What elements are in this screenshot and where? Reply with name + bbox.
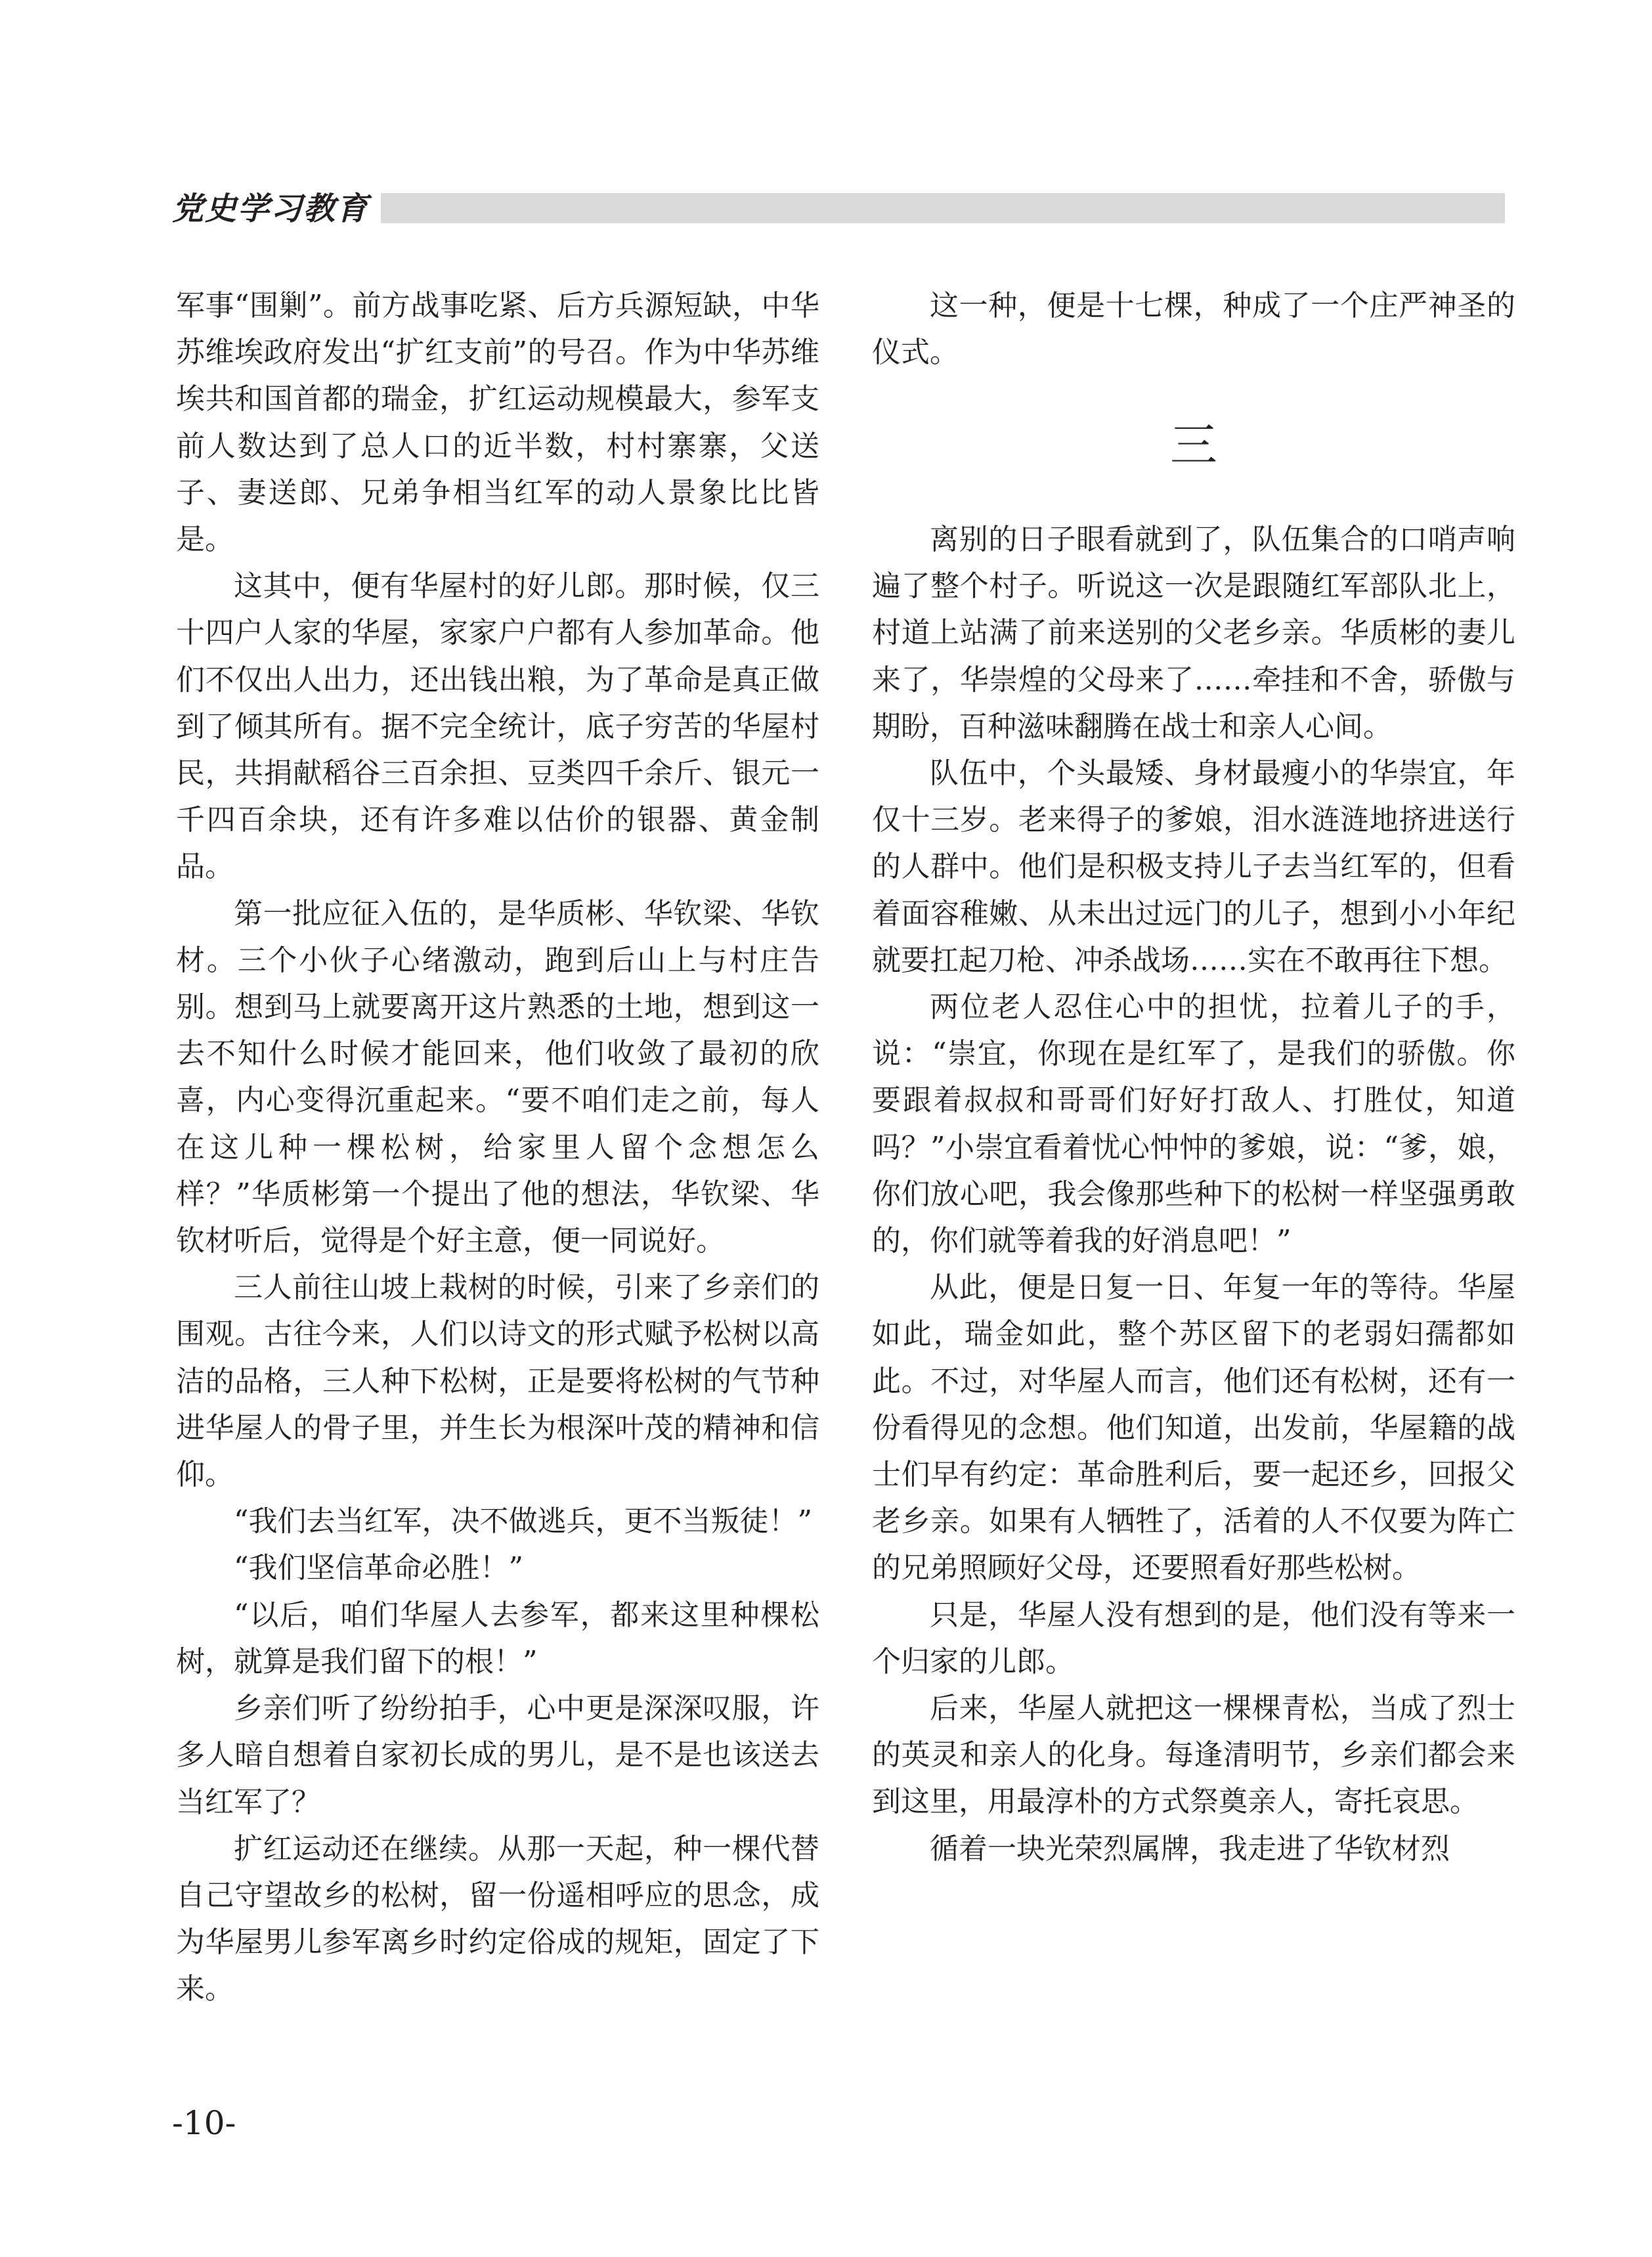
paragraph: 两位老人忍住心中的担忧，拉着儿子的手，说：“崇宜，你现在是红军了，是我们的骄傲。你要跟着叔叔和哥哥们好好打敌人、打胜仗，知道吗？”小崇宜看着忧心忡忡的爹娘，说：“爹，娘，你们放心吧，我会像那些种下的松树一样坚强勇敢的，你们就等着我的好消息吧！” <box>872 990 1515 1258</box>
paragraph: 这一种，便是十七棵，种成了一个庄严神圣的仪式。 <box>872 289 1515 370</box>
paragraph: “我们坚信革命必胜！” <box>234 1551 523 1585</box>
paragraph: 军事“围剿”。前方战事吃紧、后方兵源短缺，中华苏维埃政府发出“扩红支前”的号召。作为中华苏维埃共和国首都的瑞金，扩红运动规模最大，参军支前人数达到了总人口的近半数，村村寨寨，父送子、妻送郎、兄弟争相当红军的动人景象比比皆是。 <box>176 289 819 557</box>
paragraph: 扩红运动还在继续。从那一天起，种一棵代替自己守望故乡的松树，留一份遥相呼应的思念，成为华屋男儿参军离乡时约定俗成的规矩，固定了下来。 <box>176 1831 819 2006</box>
paragraph: 队伍中，个头最矮、身材最瘦小的华崇宜，年仅十三岁。老来得子的爹娘，泪水涟涟地挤进送行的人群中。他们是积极支持儿子去当红军的，但看着面容稚嫩、从未出过远门的儿子，想到小小年纪就要扛起刀枪、冲杀战场……实在不敢再往下想。 <box>872 756 1515 977</box>
section-title: 党史学习教育 <box>172 190 370 227</box>
paragraph: 这其中，便有华屋村的好儿郎。那时候，仅三十四户人家的华屋，家家户户都有人参加革命。他们不仅出人出力，还出钱出粮，为了革命是真正做到了倾其所有。据不完全统计，底子穷苦的华屋村民，共捐献稻谷三百余担、豆类四千余斤、银元一千四百余块，还有许多难以估价的银器、黄金制品。 <box>176 569 819 884</box>
paragraph: 循着一块光荣烈属牌，我走进了华钦材烈 <box>930 1831 1450 1866</box>
paragraph: 三人前往山坡上栽树的时候，引来了乡亲们的围观。古往今来，人们以诗文的形式赋予松树以高洁的品格，三人种下松树，正是要将松树的气节种进华屋人的骨子里，并生长为根深叶茂的精神和信仰。 <box>176 1271 819 1492</box>
header-rule-bar <box>381 193 1505 223</box>
running-header <box>172 189 1505 229</box>
paragraph: “以后，咱们华屋人去参军，都来这里种棵松树，就算是我们留下的根！” <box>176 1598 819 1678</box>
paragraph: 后来，华屋人就把这一棵棵青松，当成了烈士的英灵和亲人的化身。每逢清明节，乡亲们都会来到这里，用最淳朴的方式祭奠亲人，寄托哀思。 <box>872 1692 1515 1819</box>
right-column <box>872 282 1515 1872</box>
section-number-heading: 三 <box>1169 418 1217 473</box>
left-column <box>176 282 819 2013</box>
paragraph: 乡亲们听了纷纷拍手，心中更是深深叹服，许多人暗自想着自家初长成的男儿，是不是也该送去当红军了？ <box>176 1692 819 1819</box>
paragraph: 离别的日子眼看就到了，队伍集合的口哨声响遍了整个村子。听说这一次是跟随红军部队北上，村道上站满了前来送别的父老乡亲。华质彬的妻儿来了，华崇煌的父母来了……牵挂和不舍，骄傲与期盼，百种滋味翻腾在战士和亲人心间。 <box>872 523 1515 743</box>
paragraph: “我们去当红军，决不做逃兵，更不当叛徒！” <box>234 1504 812 1539</box>
paragraph: 只是，华屋人没有想到的是，他们没有等来一个归家的儿郎。 <box>872 1598 1515 1678</box>
paragraph: 第一批应征入伍的，是华质彬、华钦梁、华钦材。三个小伙子心绪激动，跑到后山上与村庄告别。想到马上就要离开这片熟悉的土地，想到这一去不知什么时候才能回来，他们收敛了最初的欣喜，内心变得沉重起来。“要不咱们走之前，每人在这儿种一棵松树，给家里人留个念想怎么样？”华质彬第一个提出了他的想法，华钦梁、华钦材听后，觉得是个好主意，便一同说好。 <box>176 896 819 1258</box>
page-number: -10- <box>172 2104 236 2142</box>
paragraph: 从此，便是日复一日、年复一年的等待。华屋如此，瑞金如此，整个苏区留下的老弱妇孺都如此。不过，对华屋人而言，他们还有松树，还有一份看得见的念想。他们知道，出发前，华屋籍的战士们早有约定：革命胜利后，要一起还乡，回报父老乡亲。如果有人牺牲了，活着的人不仅要为阵亡的兄弟照顾好父母，还要照看好那些松树。 <box>872 1271 1515 1585</box>
